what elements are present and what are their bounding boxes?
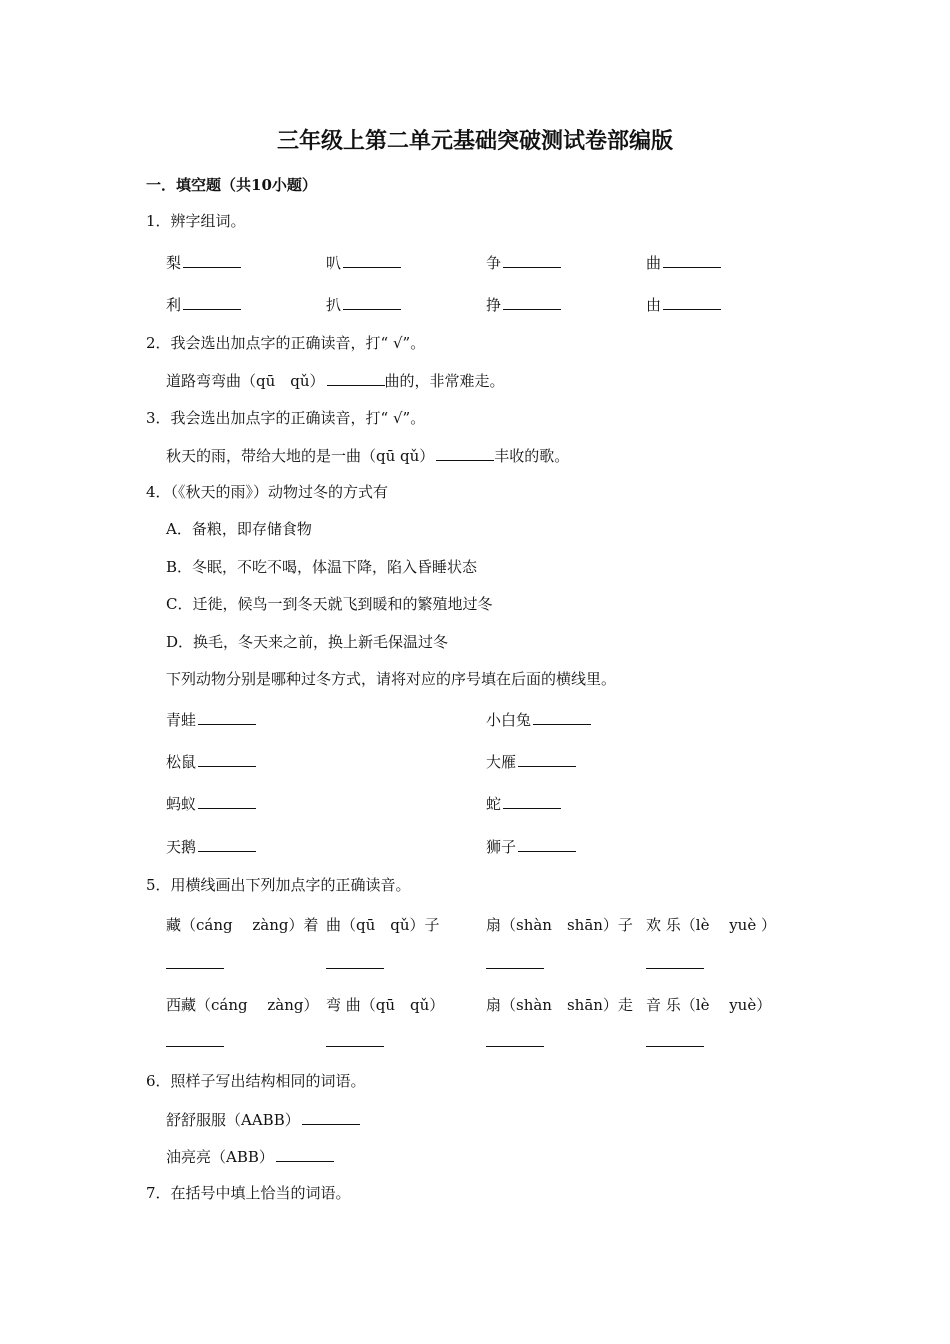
q4-animal: 青蛙 [166,709,256,730]
answer-blank[interactable] [183,294,241,310]
q1-item: 由 [646,294,721,315]
answer-blank[interactable] [198,709,256,725]
answer-blank[interactable] [503,252,561,268]
question-5-prompt: 5．用横线画出下列加点字的正确读音。 [146,876,411,894]
page-title: 三年级上第二单元基础突破测试卷部编版 [276,128,673,154]
answer-blank[interactable] [198,793,256,809]
q5-item: 扇（shàn shān）子 [486,916,633,934]
q5-item: 西藏（cáng zàng） [166,996,319,1014]
answer-blank[interactable] [198,836,256,852]
q4-animal: 小白兔 [486,709,591,730]
q5-item: 扇（shàn shān）走 [486,996,633,1014]
q2-line: 道路弯弯曲（qū qǔ） 曲的，非常难走。 [166,372,505,390]
question-6-prompt: 6．照样子写出结构相同的词语。 [146,1072,366,1090]
question-7-prompt: 7．在括号中填上恰当的词语。 [146,1184,351,1202]
answer-blank[interactable] [533,709,591,725]
answer-blank[interactable] [326,968,384,969]
answer-blank[interactable] [302,1109,360,1125]
q4-option-d: D．换毛，冬天来之前，换上新毛保温过冬 [166,633,449,651]
q4-animal: 蚂蚁 [166,793,256,814]
q4-animal: 大雁 [486,751,576,772]
q4-animal: 松鼠 [166,751,256,772]
answer-blank[interactable] [343,252,401,268]
answer-blank[interactable] [518,751,576,767]
q4-option-b: B．冬眠，不吃不喝，体温下降，陷入昏睡状态 [166,558,478,576]
answer-blank[interactable] [646,1046,704,1047]
q1-item: 叭 [326,252,401,273]
answer-blank[interactable] [436,445,494,461]
answer-blank[interactable] [646,968,704,969]
q4-instruction: 下列动物分别是哪种过冬方式，请将对应的序号填在后面的横线里。 [166,670,617,688]
q6-line: 舒舒服服（AABB） [166,1109,360,1130]
answer-blank[interactable] [198,751,256,767]
question-2-prompt: 2．我会选出加点字的正确读音，打“ √”。 [146,334,426,352]
question-3-prompt: 3．我会选出加点字的正确读音，打“ √”。 [146,409,426,427]
section-heading: 一．填空题（共10小题） [146,176,317,194]
answer-blank[interactable] [486,968,544,969]
answer-blank[interactable] [343,294,401,310]
q5-item: 欢 乐（lè yuè ） [646,916,776,934]
answer-blank[interactable] [486,1046,544,1047]
q3-line: 秋天的雨，带给大地的是一曲（qū qǔ） 丰收的歌。 [166,447,570,465]
q1-item: 扒 [326,294,401,315]
answer-blank[interactable] [503,294,561,310]
answer-blank[interactable] [166,1046,224,1047]
q4-animal: 蛇 [486,793,561,814]
q5-item: 弯 曲（qū qǔ） [326,996,445,1014]
answer-blank[interactable] [663,252,721,268]
q4-animal: 狮子 [486,836,576,857]
answer-blank[interactable] [327,370,385,386]
q5-item: 曲（qū qǔ）子 [326,916,440,934]
answer-blank[interactable] [518,836,576,852]
answer-blank[interactable] [166,968,224,969]
q4-animal: 天鹅 [166,836,256,857]
answer-blank[interactable] [503,793,561,809]
answer-blank[interactable] [183,252,241,268]
q1-item: 利 [166,294,241,315]
q4-option-c: C．迁徙，候鸟一到冬天就飞到暖和的繁殖地过冬 [166,595,493,613]
question-4-prompt: 4．（《秋天的雨》）动物过冬的方式有 [146,483,389,501]
answer-blank[interactable] [326,1046,384,1047]
q1-item: 曲 [646,252,721,273]
q6-line: 油亮亮（ABB） [166,1146,334,1167]
answer-blank[interactable] [663,294,721,310]
q1-item: 挣 [486,294,561,315]
q5-item: 音 乐（lè yuè） [646,996,772,1014]
q1-item: 梨 [166,252,241,273]
q4-option-a: A．备粮，即存储食物 [166,520,312,538]
q1-item: 争 [486,252,561,273]
q5-item: 藏（cáng zàng）着 [166,916,319,934]
answer-blank[interactable] [276,1146,334,1162]
question-1-prompt: 1．辨字组词。 [146,212,246,230]
